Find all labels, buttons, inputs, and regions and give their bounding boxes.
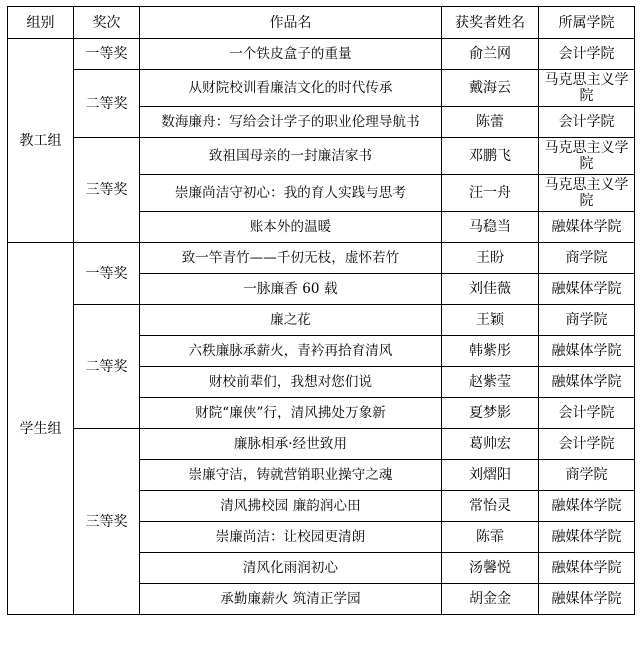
winner-cell: 马稳当 xyxy=(442,212,539,243)
award-cell: 三等奖 xyxy=(74,429,140,615)
college-cell: 融媒体学院 xyxy=(539,274,635,305)
college-cell: 融媒体学院 xyxy=(539,491,635,522)
work-cell: 清风拂校园 廉韵润心田 xyxy=(140,491,442,522)
winner-cell: 王颖 xyxy=(442,305,539,336)
college-cell: 商学院 xyxy=(539,243,635,274)
winner-cell: 王盼 xyxy=(442,243,539,274)
header-award: 奖次 xyxy=(74,7,140,39)
winner-cell: 刘佳薇 xyxy=(442,274,539,305)
winner-cell: 汤馨悦 xyxy=(442,553,539,584)
college-cell: 融媒体学院 xyxy=(539,584,635,615)
table-row xyxy=(8,39,635,70)
award-cell: 二等奖 xyxy=(74,70,140,138)
college-cell: 马克思主义学院 xyxy=(539,138,635,175)
table-row xyxy=(8,70,635,107)
work-cell: 致祖国母亲的一封廉洁家书 xyxy=(140,138,442,175)
work-cell: 从财院校训看廉洁文化的时代传承 xyxy=(140,70,442,107)
college-cell: 会计学院 xyxy=(539,107,635,138)
winner-cell: 常怡灵 xyxy=(442,491,539,522)
college-cell: 融媒体学院 xyxy=(539,212,635,243)
college-cell: 融媒体学院 xyxy=(539,367,635,398)
winner-cell: 陈蕾 xyxy=(442,107,539,138)
work-cell: 致一竿青竹——千仞无枝，虚怀若竹 xyxy=(140,243,442,274)
college-cell: 商学院 xyxy=(539,305,635,336)
table-row xyxy=(8,305,635,336)
work-cell: 崇廉守洁，铸就营销职业操守之魂 xyxy=(140,460,442,491)
college-cell: 会计学院 xyxy=(539,39,635,70)
award-cell: 一等奖 xyxy=(74,39,140,70)
college-cell: 马克思主义学院 xyxy=(539,70,635,107)
work-cell: 崇廉尚洁：让校园更清朗 xyxy=(140,522,442,553)
work-cell: 一个铁皮盒子的重量 xyxy=(140,39,442,70)
winner-cell: 赵紫莹 xyxy=(442,367,539,398)
work-cell: 廉脉相承·经世致用 xyxy=(140,429,442,460)
winner-cell: 胡金金 xyxy=(442,584,539,615)
college-cell: 会计学院 xyxy=(539,429,635,460)
winner-cell: 邓鹏飞 xyxy=(442,138,539,175)
header-work: 作品名 xyxy=(140,7,442,39)
group-cell: 学生组 xyxy=(8,243,74,615)
header-row xyxy=(8,7,635,39)
winner-cell: 戴海云 xyxy=(442,70,539,107)
work-cell: 廉之花 xyxy=(140,305,442,336)
header-group: 组别 xyxy=(8,7,74,39)
college-cell: 融媒体学院 xyxy=(539,553,635,584)
work-cell: 六秩廉脉承薪火，青衿再拾育清风 xyxy=(140,336,442,367)
work-cell: 数海廉舟：写给会计学子的职业伦理导航书 xyxy=(140,107,442,138)
winner-cell: 韩紫彤 xyxy=(442,336,539,367)
table-row xyxy=(8,243,635,274)
group-cell: 教工组 xyxy=(8,39,74,243)
work-cell: 崇廉尚洁守初心：我的育人实践与思考 xyxy=(140,175,442,212)
work-cell: 财校前辈们，我想对您们说 xyxy=(140,367,442,398)
winner-cell: 陈霏 xyxy=(442,522,539,553)
award-cell: 一等奖 xyxy=(74,243,140,305)
work-cell: 财院“廉侠”行，清风拂处万象新 xyxy=(140,398,442,429)
work-cell: 承勤廉薪火 筑清正学园 xyxy=(140,584,442,615)
winner-cell: 葛帅宏 xyxy=(442,429,539,460)
table-row xyxy=(8,138,635,175)
work-cell: 清风化雨润初心 xyxy=(140,553,442,584)
work-cell: 账本外的温暖 xyxy=(140,212,442,243)
winner-cell: 俞兰网 xyxy=(442,39,539,70)
winner-cell: 汪一舟 xyxy=(442,175,539,212)
header-college: 所属学院 xyxy=(539,7,635,39)
college-cell: 商学院 xyxy=(539,460,635,491)
winner-cell: 夏梦影 xyxy=(442,398,539,429)
winner-cell: 刘熠阳 xyxy=(442,460,539,491)
college-cell: 融媒体学院 xyxy=(539,522,635,553)
award-cell: 二等奖 xyxy=(74,305,140,429)
work-cell: 一脉廉香 60 载 xyxy=(140,274,442,305)
table-row xyxy=(8,429,635,460)
college-cell: 融媒体学院 xyxy=(539,336,635,367)
college-cell: 会计学院 xyxy=(539,398,635,429)
award-cell: 三等奖 xyxy=(74,138,140,243)
awards-table xyxy=(7,6,635,615)
college-cell: 马克思主义学院 xyxy=(539,175,635,212)
header-winner: 获奖者姓名 xyxy=(442,7,539,39)
